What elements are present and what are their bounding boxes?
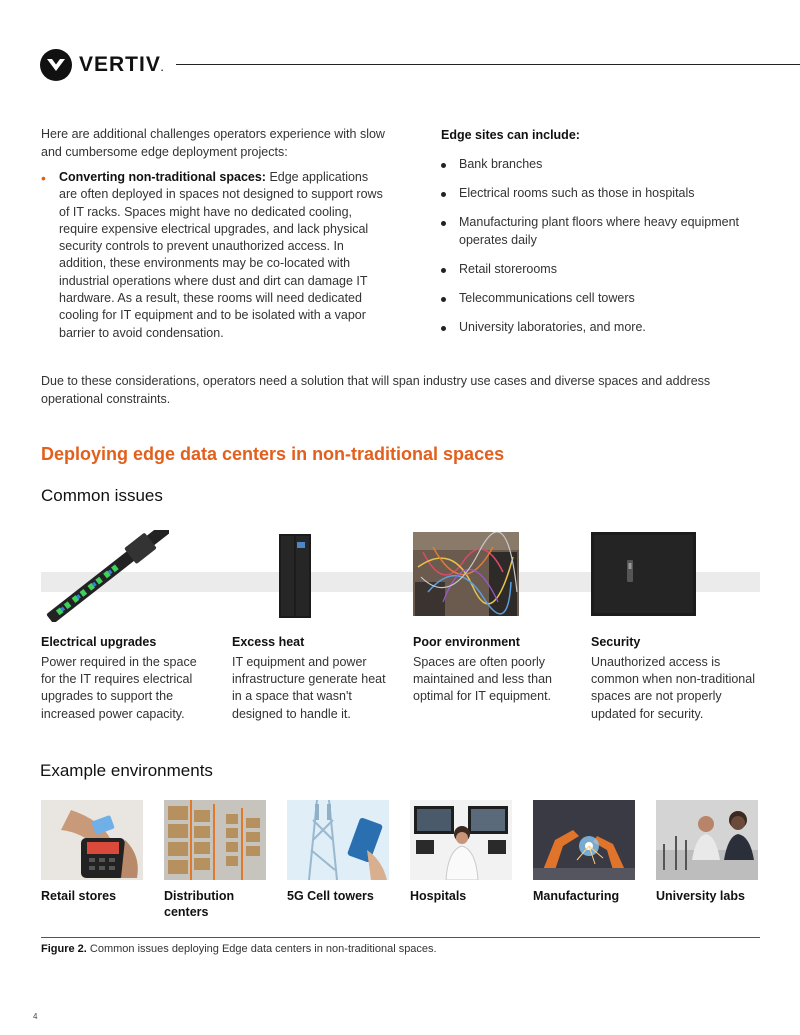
locked-rack-image <box>591 532 696 616</box>
example-environments-heading: Example environments <box>40 761 213 780</box>
page-number: 4 <box>33 1012 38 1021</box>
vertiv-logo-icon <box>40 49 72 81</box>
messy-cabling-image <box>413 532 519 616</box>
bullet-dot-icon: • <box>41 170 46 186</box>
university-labs-image <box>656 800 758 880</box>
card-text: Unauthorized access is common when non-traditional spaces are not properly updated for security. <box>591 655 755 721</box>
env-label-distribution: Distribution centers <box>164 889 235 919</box>
list-item: University laboratories, and more. <box>441 319 771 337</box>
card-text: Power required in the space for the IT requires electrical upgrades to support the increased power capacity. <box>41 655 197 721</box>
list-item: Bank branches <box>441 156 771 174</box>
header-rule <box>176 64 800 65</box>
env-label-manufacturing: Manufacturing <box>533 889 620 903</box>
hospitals-image <box>410 800 512 880</box>
env-label-cell-towers: 5G Cell towers <box>287 889 374 903</box>
env-label-university: University labs <box>656 889 745 903</box>
issue-card <box>41 635 206 723</box>
list-item: Retail storerooms <box>441 261 771 279</box>
intro-bullet <box>41 169 386 342</box>
intro-paragraph: Here are additional challenges operators experience with slow and cumbersome edge deployment projects: <box>41 127 385 159</box>
considerations-paragraph: Due to these considerations, operators need a solution that will span industry use cases and diverse spaces and address operational constraints. <box>41 374 711 406</box>
card-title: Electrical upgrades <box>41 635 157 649</box>
manufacturing-image <box>533 800 635 880</box>
issue-card <box>232 635 392 723</box>
section-title: Deploying edge data centers in non-traditional spaces <box>41 444 505 464</box>
card-text: Spaces are often poorly maintained and less than optimal for IT equipment. <box>413 655 552 704</box>
env-label-hospitals: Hospitals <box>410 889 467 903</box>
cell-towers-image <box>287 800 389 880</box>
issue-card <box>413 635 563 706</box>
list-item: Electrical rooms such as those in hospitals <box>441 185 771 203</box>
retail-stores-image <box>41 800 143 880</box>
card-title: Excess heat <box>232 635 305 649</box>
pdu-image <box>41 530 169 622</box>
bullet-text: Converting non-traditional spaces: Edge applications are often deployed in spaces not designed to support rows of IT racks. Spaces might have no dedicated cooling, require expensive electrical upgrades, and lack physical security controls to prevent unauthorized access. In addition, these environments may be co-located with industrial operations where dust and dirt can damage IT hardware. As a result, these rooms will need dedicated cooling for IT equipment and to be isolated with a vapor barrier to avoid condensation. <box>59 170 383 340</box>
env-label-retail: Retail stores <box>41 889 117 903</box>
edge-sites-list <box>441 156 771 348</box>
ups-cabinet-image <box>277 532 313 620</box>
list-item: Telecommunications cell towers <box>441 290 771 308</box>
figure-caption: Figure 2. Common issues deploying Edge data centers in non-traditional spaces. <box>41 943 437 955</box>
edge-sites-title: Edge sites can include: <box>441 128 580 142</box>
card-title: Poor environment <box>413 635 520 649</box>
card-text: IT equipment and power infrastructure generate heat in a space that wasn't designed to handle it. <box>232 655 386 721</box>
list-item: Manufacturing plant floors where heavy equipment operates daily <box>441 214 771 249</box>
card-title: Security <box>591 635 641 649</box>
issue-card <box>591 635 761 723</box>
common-issues-heading: Common issues <box>41 486 163 505</box>
distribution-centers-image <box>164 800 266 880</box>
brand-name: VERTIV. <box>79 53 165 76</box>
caption-rule <box>41 937 760 938</box>
